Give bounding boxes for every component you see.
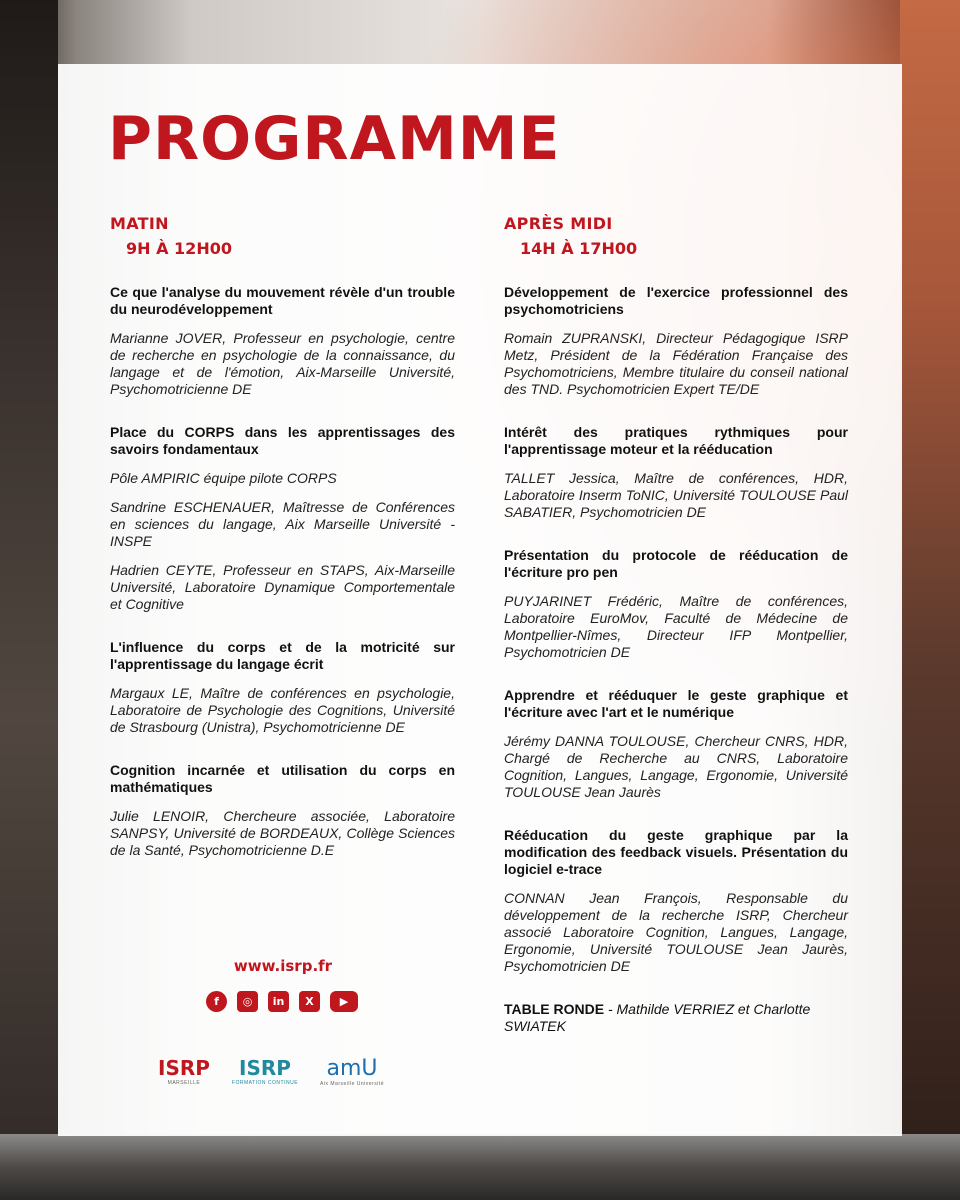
table-ronde [504, 1001, 848, 1035]
youtube-icon[interactable]: ▶ [330, 991, 358, 1012]
page-title: PROGRAMME [108, 104, 561, 174]
session-speaker: Jérémy DANNA TOULOUSE, Chercheur CNRS, HDR, Chargé de Recherche au CNRS, Laboratoire Cognition, Langues, Langage, Ergonomie, Université TOULOUSE Jean Jaurès [504, 733, 848, 800]
session-title: Développement de l'exercice professionnel des psychomotriciens [504, 284, 848, 317]
logo-text: ISRP [158, 1056, 210, 1080]
social-links [206, 991, 418, 1012]
linkedin-icon[interactable]: in [268, 991, 289, 1012]
facebook-icon[interactable]: f [206, 991, 227, 1012]
session-title: Place du CORPS dans les apprentissages des savoirs fondamentaux [110, 424, 455, 457]
session-title: Rééducation du geste graphique par la modification des feedback visuels. Présentation du logiciel e-trace [504, 827, 848, 877]
session-title: Présentation du protocole de rééducation de l'écriture pro pen [504, 547, 848, 580]
morning-session [110, 762, 455, 859]
programme-card [58, 64, 902, 1136]
logo-text: ISRP [239, 1056, 291, 1080]
instagram-icon[interactable]: ◎ [237, 991, 258, 1012]
website-link[interactable]: www.isrp.fr [233, 957, 333, 975]
isrp-marseille-logo [158, 1056, 210, 1086]
afternoon-time: 14H À 17H00 [520, 239, 638, 258]
table-ronde-text: - Mathilde VERRIEZ et Charlotte SWIATEK [504, 1001, 811, 1034]
session-speaker: Hadrien CEYTE, Professeur en STAPS, Aix-Marseille Université, Laboratoire Dynamique Comportementale et Cognitive [110, 562, 455, 612]
afternoon-session [504, 687, 848, 801]
session-speaker: Julie LENOIR, Chercheure associée, Laboratoire SANPSY, Université de BORDEAUX, Collège Sciences de la Santé, Psychomotricienne D.E [110, 808, 455, 858]
session-speaker: Marianne JOVER, Professeur en psychologie, centre de recherche en psychologie de la connaissance, du langage et de l'émotion, Aix-Marseille Université, Psychomotricienne DE [110, 330, 455, 397]
logo-text: amU [326, 1056, 378, 1081]
session-speaker: PUYJARINET Frédéric, Maître de conférences, Laboratoire EuroMov, Faculté de Médecine de Montpellier-Nîmes, Directeur IFP Montpellier, Psychomotricien DE [504, 593, 848, 660]
session-speaker: CONNAN Jean François, Responsable du développement de la recherche ISRP, Chercheur associé Laboratoire Cognition, Langues, Langage, Ergonomie, Université TOULOUSE Jean Jaurès, Psychomotricien DE [504, 890, 848, 974]
morning-time: 9H À 12H00 [126, 239, 232, 258]
morning-column [110, 214, 455, 859]
afternoon-column [504, 214, 848, 1035]
session-title: Ce que l'analyse du mouvement révèle d'un trouble du neurodéveloppement [110, 284, 455, 317]
session-speaker: Sandrine ESCHENAUER, Maîtresse de Conférences en sciences du langage, Aix Marseille Université - INSPE [110, 499, 455, 549]
morning-session [110, 284, 455, 398]
afternoon-session [504, 424, 848, 521]
session-speaker: Pôle AMPIRIC équipe pilote CORPS [110, 470, 337, 486]
logo-subtext: MARSEILLE [167, 1080, 201, 1086]
background-harbor [0, 1134, 960, 1200]
background-building-right [900, 0, 960, 1200]
session-title: Apprendre et rééduquer le geste graphique et l'écriture avec l'art et le numérique [504, 687, 848, 720]
morning-session [110, 424, 455, 613]
logo-subtext: Aix Marseille Université [320, 1081, 385, 1087]
logo-subtext: FORMATION CONTINUE [231, 1080, 299, 1086]
amu-logo [320, 1056, 384, 1087]
partner-logos [158, 1056, 418, 1087]
session-title: L'influence du corps et de la motricité sur l'apprentissage du langage écrit [110, 639, 455, 672]
afternoon-session [504, 547, 848, 661]
session-title: Cognition incarnée et utilisation du corps en mathématiques [110, 762, 455, 795]
background-building-left [0, 0, 58, 1200]
session-title: Intérêt des pratiques rythmiques pour l'apprentissage moteur et la rééducation [504, 424, 848, 457]
session-speaker: TALLET Jessica, Maître de conférences, HDR, Laboratoire Inserm ToNIC, Université TOULOUSE Paul SABATIER, Psychomotricien DE [504, 470, 848, 520]
table-ronde-label: TABLE RONDE [504, 1001, 605, 1017]
afternoon-label: APRÈS MIDI [504, 214, 613, 233]
x-icon[interactable]: X [299, 991, 320, 1012]
afternoon-session [504, 284, 848, 398]
afternoon-session [504, 827, 848, 975]
morning-session [110, 639, 455, 736]
session-speaker: Romain ZUPRANSKI, Directeur Pédagogique ISRP Metz, Président de la Fédération Française des Psychomotriciens, Membre titulaire du conseil national des TND. Psychomotricien Expert TE/DE [504, 330, 848, 397]
isrp-formation-logo [232, 1056, 298, 1086]
session-speaker: Margaux LE, Maître de conférences en psychologie, Laboratoire de Psychologie des Cognitions, Université de Strasbourg (Unistra), Psychomotricienne DE [110, 685, 455, 735]
footer [158, 957, 418, 1087]
morning-label: MATIN [110, 214, 169, 233]
